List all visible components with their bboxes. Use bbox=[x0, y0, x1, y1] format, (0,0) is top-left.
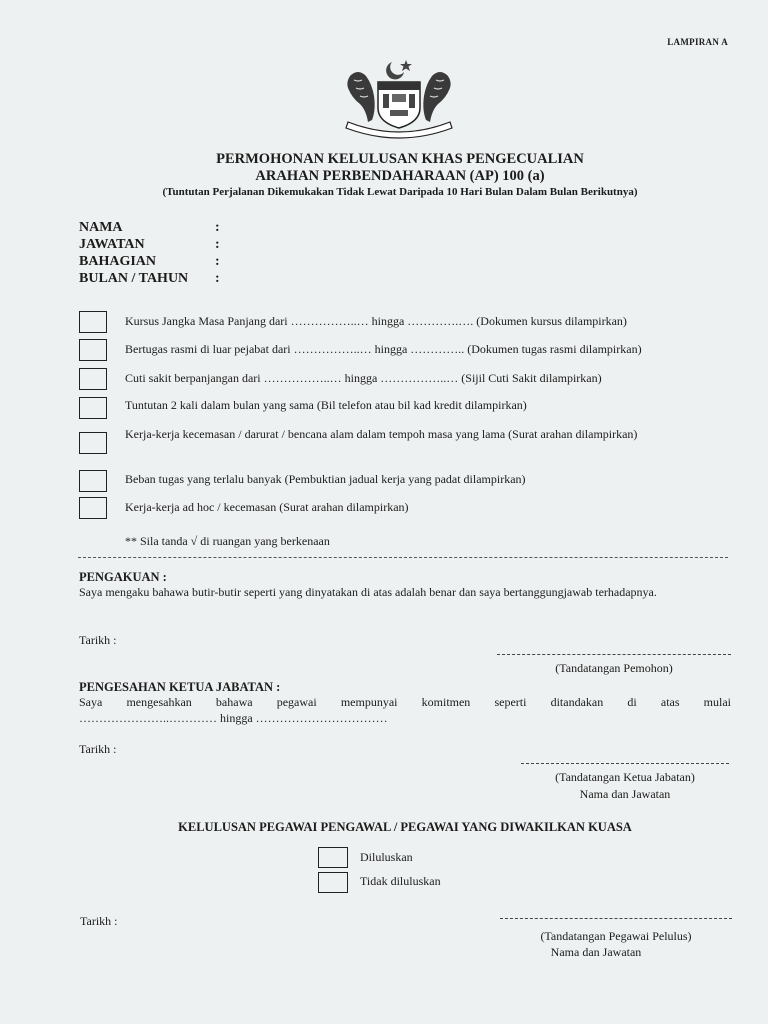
checkbox-cuti-sakit[interactable] bbox=[79, 368, 107, 390]
head-name-position-label: Nama dan Jawatan bbox=[579, 787, 671, 801]
option-beban-tugas: Beban tugas yang terlalu banyak (Pembuktian jadual kerja yang padat dilampirkan) bbox=[125, 472, 526, 486]
option-ad-hoc: Kerja-kerja ad hoc / kecemasan (Surat arahan dilampirkan) bbox=[125, 500, 409, 514]
section-divider bbox=[78, 557, 728, 558]
field-label-bulan-tahun: BULAN / TAHUN bbox=[79, 271, 189, 286]
pengesahan-text: Saya mengesahkan bahawa pegawai mempunyai komitmen seperti ditandakan di atas mulai bbox=[79, 695, 731, 709]
form-instruction: (Tuntutan Perjalanan Dikemukakan Tidak Lewat Daripada 10 Hari Bulan Dalam Bulan Berikutnya) bbox=[162, 186, 638, 198]
option-kursus: Kursus Jangka Masa Panjang dari ……………..… hingga ………….…. (Dokumen kursus dilampirkan) bbox=[125, 314, 627, 328]
checkbox-tuntutan[interactable] bbox=[79, 397, 107, 419]
checkbox-kursus[interactable] bbox=[79, 311, 107, 333]
head-signature-line bbox=[521, 763, 729, 764]
checkbox-diluluskan[interactable] bbox=[318, 847, 348, 868]
coat-of-arms-logo bbox=[340, 56, 458, 140]
pengakuan-title: PENGAKUAN : bbox=[79, 570, 167, 584]
pengesahan-title: PENGESAHAN KETUA JABATAN : bbox=[79, 680, 281, 694]
approval-date-label: Tarikh : bbox=[80, 914, 118, 928]
head-signature-label: (Tandatangan Ketua Jabatan) bbox=[555, 770, 695, 784]
checkbox-ad-hoc[interactable] bbox=[79, 497, 107, 519]
tick-instruction-note: ** Sila tanda √ di ruangan yang berkenaan bbox=[125, 534, 330, 548]
option-bertugas: Bertugas rasmi di luar pejabat dari ……………..… hingga ………….. (Dokumen tugas rasmi dilampirkan) bbox=[125, 342, 642, 356]
field-colon: : bbox=[215, 254, 220, 269]
approver-signature-label: (Tandatangan Pegawai Pelulus) bbox=[540, 929, 692, 943]
option-kecemasan: Kerja-kerja kecemasan / darurat / bencana alam dalam tempoh masa yang lama (Surat arahan dilampirkan) bbox=[125, 427, 638, 441]
checkbox-tidak-diluluskan[interactable] bbox=[318, 872, 348, 893]
approval-title: KELULUSAN PEGAWAI PENGAWAL / PEGAWAI YANG DIWAKILKAN KUASA bbox=[178, 820, 632, 834]
pengesahan-date-range: …………………..………… hingga …………………………… bbox=[79, 711, 388, 725]
pengakuan-date-label: Tarikh : bbox=[79, 633, 117, 647]
appendix-label: LAMPIRAN A bbox=[667, 37, 728, 47]
option-tidak-diluluskan: Tidak diluluskan bbox=[360, 874, 441, 888]
applicant-signature-line bbox=[497, 654, 731, 655]
form-title: PERMOHONAN KELULUSAN KHAS PENGECUALIAN bbox=[216, 151, 584, 167]
checkbox-beban-tugas[interactable] bbox=[79, 470, 107, 492]
pengesahan-date-label: Tarikh : bbox=[79, 742, 117, 756]
field-label-jawatan: JAWATAN bbox=[79, 237, 145, 252]
option-cuti-sakit: Cuti sakit berpanjangan dari ……………..… hingga ……………..… (Sijil Cuti Sakit dilampirkan) bbox=[125, 371, 602, 385]
applicant-signature-label: (Tandatangan Pemohon) bbox=[555, 661, 673, 675]
field-label-bahagian: BAHAGIAN bbox=[79, 254, 157, 269]
form-subtitle: ARAHAN PERBENDAHARAAN (AP) 100 (a) bbox=[255, 168, 545, 184]
option-diluluskan: Diluluskan bbox=[360, 850, 413, 864]
pengakuan-text: Saya mengaku bahawa butir-butir seperti yang dinyatakan di atas adalah benar dan saya bertanggungjawab terhadapnya. bbox=[79, 585, 657, 599]
field-colon: : bbox=[215, 220, 220, 235]
approver-signature-line bbox=[500, 918, 732, 919]
checkbox-bertugas[interactable] bbox=[79, 339, 107, 361]
option-tuntutan: Tuntutan 2 kali dalam bulan yang sama (Bil telefon atau bil kad kredit dilampirkan) bbox=[125, 398, 527, 412]
approver-name-position-label: Nama dan Jawatan bbox=[550, 945, 642, 959]
field-label-nama: NAMA bbox=[79, 220, 123, 235]
field-colon: : bbox=[215, 237, 220, 252]
field-colon: : bbox=[215, 271, 220, 286]
checkbox-kecemasan[interactable] bbox=[79, 432, 107, 454]
